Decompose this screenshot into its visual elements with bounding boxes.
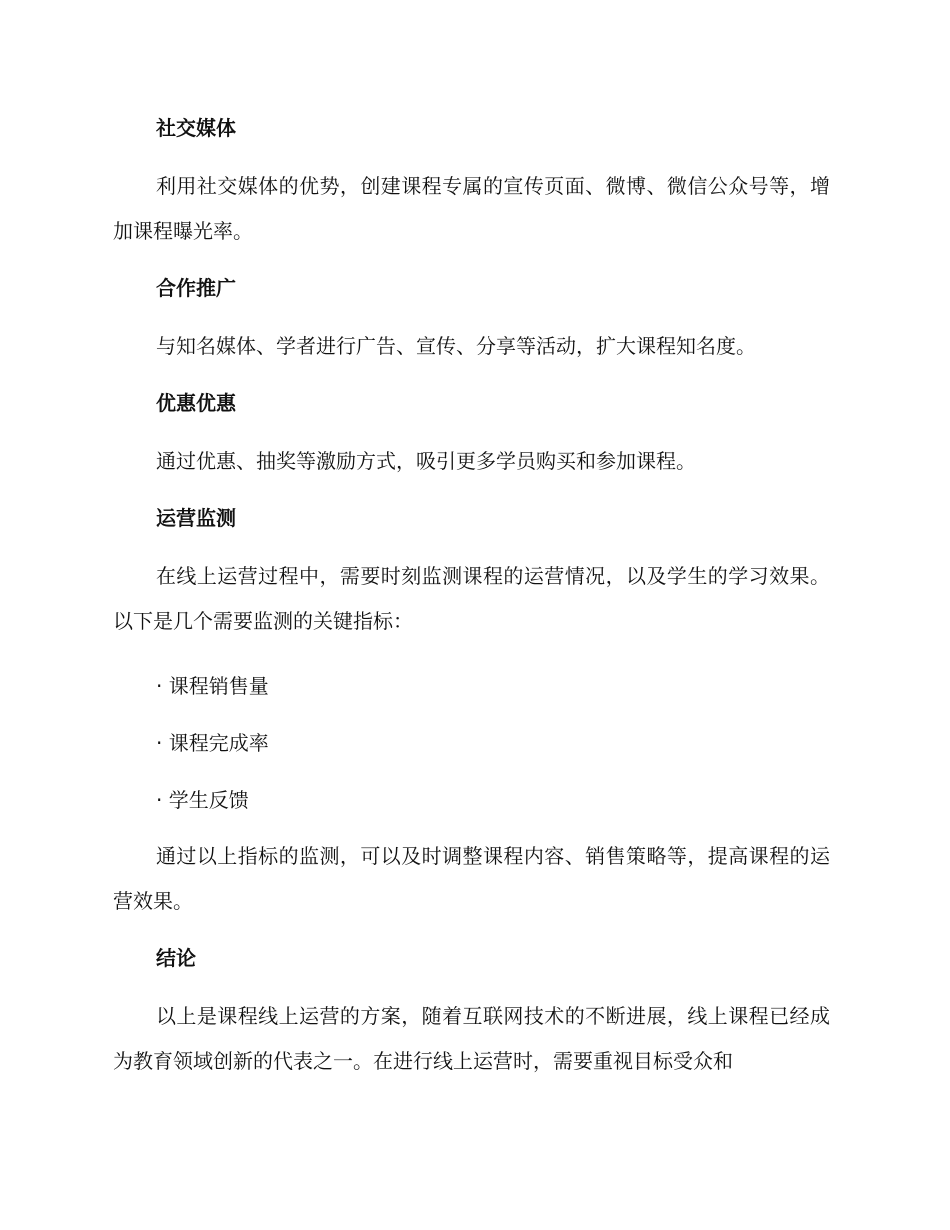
heading-conclusion: 结论 — [156, 946, 196, 970]
list-item: · 课程完成率 — [156, 731, 269, 755]
list-item: · 学生反馈 — [156, 788, 249, 812]
paragraph-conclusion: 以上是课程线上运营的方案，随着互联网技术的不断进展，线上课程已经成为教育领域创新的代表之一。在进行线上运营时，需要重视目标受众和 — [113, 1004, 830, 1073]
heading-discount: 优惠优惠 — [156, 391, 236, 415]
list-item: · 课程销售量 — [156, 674, 269, 698]
paragraph-partnership: 与知名媒体、学者进行广告、宣传、分享等活动，扩大课程知名度。 — [156, 334, 756, 358]
heading-partnership: 合作推广 — [156, 276, 236, 300]
paragraph-social-media: 利用社交媒体的优势，创建课程专属的宣传页面、微博、微信公众号等，增加课程曝光率。 — [113, 174, 830, 243]
document-content — [113, 112, 830, 1084]
heading-social-media: 社交媒体 — [156, 116, 236, 140]
paragraph-monitoring-summary: 通过以上指标的监测，可以及时调整课程内容、销售策略等，提高课程的运营效果。 — [113, 844, 830, 913]
heading-monitoring: 运营监测 — [156, 506, 236, 530]
paragraph-monitoring-intro: 在线上运营过程中，需要时刻监测课程的运营情况，以及学生的学习效果。以下是几个需要监测的关键指标： — [113, 564, 830, 633]
paragraph-discount: 通过优惠、抽奖等激励方式，吸引更多学员购买和参加课程。 — [156, 449, 696, 473]
